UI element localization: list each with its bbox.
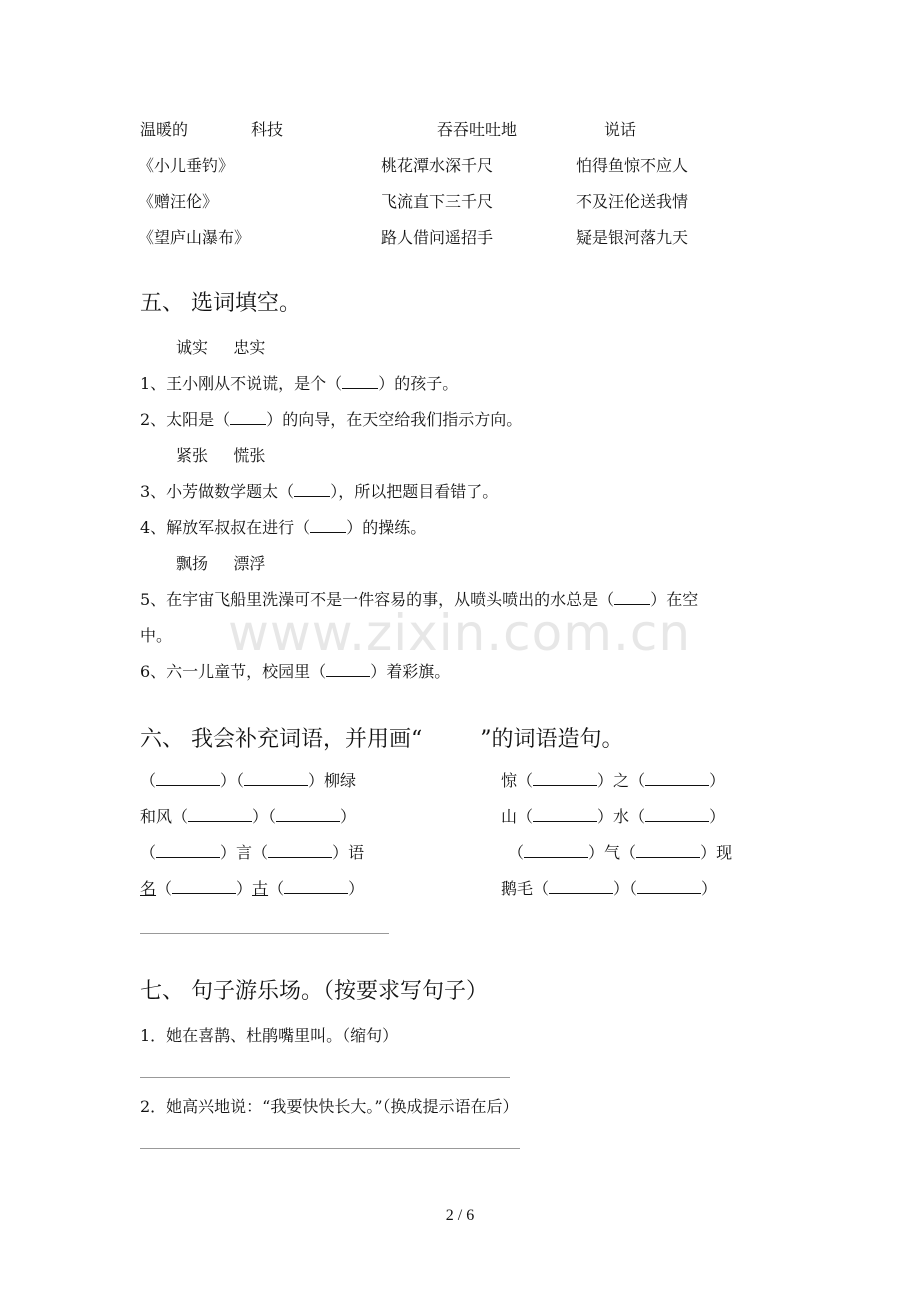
answer-blank[interactable] bbox=[614, 590, 650, 605]
answer-blank[interactable] bbox=[645, 807, 709, 822]
answer-blank[interactable] bbox=[549, 879, 613, 894]
answer-blank[interactable] bbox=[645, 771, 709, 786]
section5-q1: 1、王小刚从不说谎，是个（ ）的孩子。 bbox=[140, 374, 459, 393]
section7-q1-answer-line[interactable] bbox=[140, 1077, 510, 1078]
answer-blank[interactable] bbox=[524, 843, 588, 858]
section5-q5-continued: 中。 bbox=[140, 626, 173, 645]
section7-q1: 1．她在喜鹊、杜鹃嘴里叫。（缩句） bbox=[140, 1026, 399, 1045]
match-row1-col3: 吞吞吐吐地 bbox=[437, 120, 518, 139]
answer-blank[interactable] bbox=[342, 374, 378, 389]
answer-blank[interactable] bbox=[268, 843, 332, 858]
section6-title: 六、 我会补充词语，并用画“ ”的词语造句。 bbox=[140, 727, 624, 752]
idiom-left-3: （ ）言（ ）语 bbox=[140, 843, 365, 862]
match-row3-col1: 《赠汪伦》 bbox=[138, 192, 219, 211]
idiom-left-4: 名（ ）古（ ） bbox=[140, 879, 365, 898]
match-row3-col2: 飞流直下三千尺 bbox=[381, 192, 494, 211]
section5-title: 五、 选词填空。 bbox=[140, 291, 301, 316]
section5-q4: 4、解放军叔叔在进行（ ）的操练。 bbox=[140, 518, 427, 537]
answer-blank[interactable] bbox=[284, 879, 348, 894]
section5-q2: 2、太阳是（ ）的向导，在天空给我们指示方向。 bbox=[140, 410, 523, 429]
match-row4-col2: 路人借问遥招手 bbox=[381, 228, 494, 247]
section7-q2: 2．她高兴地说：“我要快快长大。”（换成提示语在后） bbox=[140, 1097, 519, 1116]
answer-blank[interactable] bbox=[156, 843, 220, 858]
match-row2-col3: 怕得鱼惊不应人 bbox=[576, 156, 689, 175]
match-row1-col4: 说话 bbox=[604, 120, 637, 139]
answer-blank[interactable] bbox=[156, 771, 220, 786]
answer-blank[interactable] bbox=[310, 518, 346, 533]
answer-blank[interactable] bbox=[230, 410, 266, 425]
section7-title: 七、 句子游乐场。（按要求写句子） bbox=[140, 979, 488, 1004]
match-row4-col1: 《望庐山瀑布》 bbox=[138, 228, 251, 247]
match-row4-col3: 疑是银河落九天 bbox=[576, 228, 689, 247]
answer-blank[interactable] bbox=[636, 843, 700, 858]
idiom-right-2: 山（ ）水（ ） bbox=[501, 807, 726, 826]
answer-blank[interactable] bbox=[244, 771, 308, 786]
match-row1-col1: 温暖的 bbox=[140, 120, 189, 139]
idiom-right-4: 鹅毛（ ）（ ） bbox=[501, 879, 718, 898]
match-row2-col2: 桃花潭水深千尺 bbox=[381, 156, 494, 175]
idiom-right-3: （ ）气（ ）现 bbox=[508, 843, 733, 862]
answer-blank[interactable] bbox=[533, 807, 597, 822]
answer-blank[interactable] bbox=[188, 807, 252, 822]
section5-word-group-3: 飘扬 漂浮 bbox=[176, 554, 266, 573]
answer-blank[interactable] bbox=[533, 771, 597, 786]
watermark: www.zixin.com.cn bbox=[228, 604, 692, 662]
section5-word-group-1: 诚实 忠实 bbox=[176, 338, 266, 357]
section5-q3: 3、小芳做数学题太（ ），所以把题目看错了。 bbox=[140, 482, 499, 501]
match-row1-col2: 科技 bbox=[251, 120, 284, 139]
section5-q6: 6、六一儿童节，校园里（ ）着彩旗。 bbox=[140, 662, 451, 681]
idiom-left-2: 和风（ ）（ ） bbox=[140, 807, 357, 826]
answer-blank[interactable] bbox=[637, 879, 701, 894]
match-row2-col1: 《小儿垂钓》 bbox=[138, 156, 235, 175]
section5-q5: 5、在宇宙飞船里洗澡可不是一件容易的事，从喷头喷出的水总是（ ）在空 bbox=[140, 590, 699, 609]
sentence-answer-line[interactable] bbox=[140, 933, 389, 934]
answer-blank[interactable] bbox=[326, 662, 370, 677]
section7-q2-answer-line[interactable] bbox=[140, 1148, 520, 1149]
section5-word-group-2: 紧张 慌张 bbox=[176, 446, 266, 465]
answer-blank[interactable] bbox=[294, 482, 330, 497]
idiom-left-1: （ ）（ ）柳绿 bbox=[140, 771, 357, 790]
idiom-right-1: 惊（ ）之（ ） bbox=[501, 771, 726, 790]
answer-blank[interactable] bbox=[276, 807, 340, 822]
match-row3-col3: 不及汪伦送我情 bbox=[576, 192, 689, 211]
page-number: 2 / 6 bbox=[445, 1207, 475, 1224]
answer-blank[interactable] bbox=[172, 879, 236, 894]
